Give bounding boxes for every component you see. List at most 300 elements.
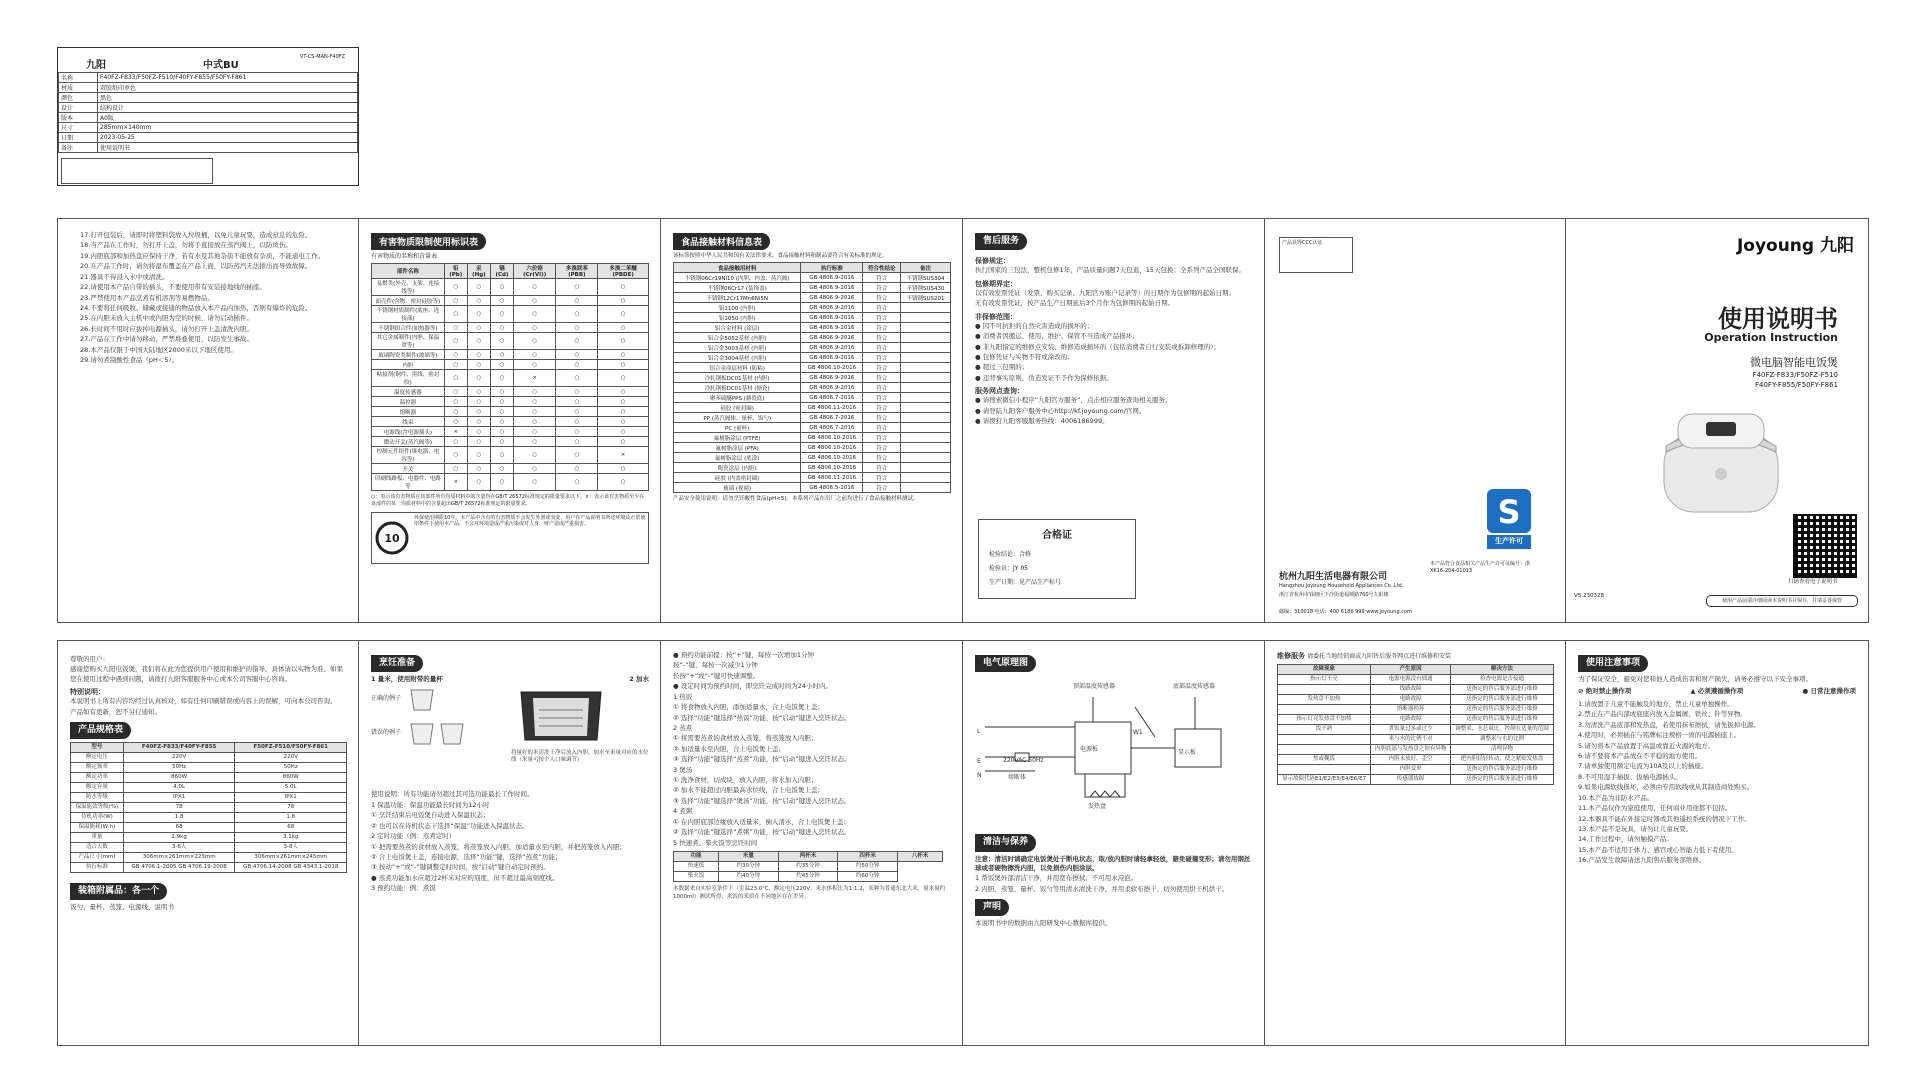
table-cell: ○ [467, 296, 490, 306]
safety-item: 22.请使用本产品自带的插头，不要使用带有安装接地线的插座。 [80, 283, 266, 292]
precautions-list [1578, 700, 1856, 866]
table-cell: 氟树脂涂层 (底涂) [674, 453, 801, 463]
table-cell [901, 353, 951, 363]
function-item: ③ 选择“功能”键选择“蒸煮”功能，按“启动”键进入烹饪状态。 [673, 755, 851, 764]
table-cell: ○ [491, 279, 514, 296]
table-row [372, 407, 649, 417]
service-point-title: 服务网点查询： [975, 387, 1024, 396]
table-cell: GB 4806.10-2016 [801, 363, 863, 373]
service-point-list [975, 396, 1253, 426]
table-cell: GB 4706.14-2008 GB 4343.1-2018 [235, 863, 347, 873]
pack-list: 饭勺、量杯、蒸笼、电源线、说明书 [70, 903, 174, 912]
table-header-cell: F40FZ-F833/F40FY-F855 [123, 743, 235, 753]
table-cell: 印刷线路板、电器件、电路等 [372, 474, 445, 491]
label-lower-sensor: 底部温度传感器 [1173, 683, 1216, 690]
table-cell: GB 4806.9-2016 [801, 373, 863, 383]
table-cell: 符合 [863, 473, 901, 483]
certificate-row: 生产日期：见产品生产标号 [989, 579, 1062, 587]
function-item: ① 将需要蒸煮的食材放入蒸笼，将蒸笼放入内胆； [673, 734, 818, 743]
table-cell [901, 323, 951, 333]
table-cell: ○ [598, 296, 649, 306]
table-cell: GB 4806.9-2016 [801, 293, 863, 303]
non-warranty-item: ● 非九阳指定的维修点安装、维修造成损坏的（包括消费者自行安装或拆卸修理的）； [975, 342, 1220, 351]
table-cell: 3.1kg [235, 833, 347, 843]
title-block-row [59, 123, 358, 133]
step-measure-rice: 1 量米，使用附带的量杯 [371, 675, 443, 684]
table-cell: ○ [513, 333, 556, 350]
table-row [372, 437, 649, 447]
table-cell: ○ [513, 427, 556, 437]
table-cell [901, 463, 951, 473]
table-cell: GB 4806.9-2016 [801, 283, 863, 293]
certificate-title: 合格证 [1042, 530, 1072, 541]
table-cell: 开关 [372, 464, 445, 474]
table-cell: 约50分钟 [838, 862, 898, 872]
table-cell: 78 [235, 803, 347, 813]
table-cell: GB 4806.9-2016 [801, 323, 863, 333]
table-cell: GB 4806.7-2016 [801, 423, 863, 433]
table-cell: ○ [556, 427, 598, 437]
table-cell: 2.9kg [123, 833, 235, 843]
svg-text:10: 10 [384, 531, 400, 545]
table-row [372, 397, 649, 407]
table-cell: ○ [513, 474, 556, 491]
table-cell: 约60分钟 [838, 872, 898, 882]
table-header-cell: 食品接触用材料 [674, 263, 801, 273]
table-cell: ○ [556, 387, 598, 397]
table-row [372, 323, 649, 333]
label-heater: 发热盘 [1088, 803, 1107, 810]
table-cell: 冷轧钢板DC01基材 (内胆) [674, 373, 801, 383]
table-cell: 调整米、水总量比，控制在适量的范围 [1451, 725, 1554, 735]
function-item: ● 设定时间为预约时间，即烹饪完成时间为24小时内。 [673, 682, 833, 691]
panel-company-back [1264, 218, 1567, 623]
non-warranty-item: ● 包修凭证与实物不符或涂改的； [975, 353, 1074, 361]
table-row [1278, 745, 1554, 755]
precaution-item: 3.勿清洗产品底部和发热盘，若使用抹布擦拭，请先拔掉电源。 [1578, 720, 1760, 729]
table-row [71, 823, 347, 833]
safety-item: 25.在内胆未放入主机中或内胆为空的时候，请勿启动插件。 [80, 314, 253, 323]
table-cell: IPX1 [123, 793, 235, 803]
spec-title: 产品规格表 [70, 722, 131, 739]
table-row [372, 279, 649, 296]
table-cell [901, 313, 951, 323]
table-cell: 送指定的售后服务部进行维修 [1451, 705, 1554, 715]
table-row [674, 283, 951, 293]
clean-list [975, 874, 1253, 894]
table-cell: ○ [598, 279, 649, 296]
usage-item: 2 定时功能（例：蒸煮定时） [371, 832, 456, 841]
legend-must: 必须遵循操作项 [1697, 687, 1744, 696]
qr-code[interactable] [1793, 514, 1857, 578]
usage-item: ③ 按动“+”或“-”键调整定时时间，按“启动”键自动定时预约。 [371, 863, 550, 872]
table-cell: ○ [598, 360, 649, 370]
table-cell: GB 4806.11-2016 [801, 473, 863, 483]
table-row [674, 862, 943, 872]
table-cell: 指示灯亮发热盘不加热 [1278, 715, 1371, 725]
table-cell: PC (量杯) [674, 423, 801, 433]
table-cell: 产品尺寸(mm) [71, 853, 124, 863]
table-row [674, 303, 951, 313]
table-cell: 执行标准 [71, 863, 124, 873]
usage-item: 使用说明：所有功能请勿超过其可选功能最长工作时间。 [371, 790, 534, 799]
table-cell: ○ [556, 296, 598, 306]
service-point-item: ● 请登陆九阳客户服务中心http://kf.joyoung.com/官网。 [975, 406, 1146, 415]
table-cell: 适合人数 [71, 843, 124, 853]
title-block-key: 尺寸 [59, 123, 98, 133]
table-row [1278, 725, 1554, 735]
table-cell: ○ [556, 323, 598, 333]
table-header-cell: 八杯米 [897, 852, 942, 862]
precaution-item: 9.如果电源软线损坏，必须由专用软线或从其制造商处购买。 [1578, 783, 1754, 792]
table-cell: GB 4806.10-2016 [801, 453, 863, 463]
table-cell: 面壳件(含物、密封硅胶等) [372, 296, 445, 306]
table-row [71, 753, 347, 763]
table-cell [901, 393, 951, 403]
table-cell: × [444, 427, 467, 437]
title-block-key: 设计 [59, 103, 98, 113]
table-cell: 220V [235, 753, 347, 763]
title-block-row [59, 143, 358, 153]
table-cell: 铝合金涂层材料 (防粘) [674, 363, 801, 373]
title-block [57, 47, 359, 186]
table-cell: 860W [123, 773, 235, 783]
non-warranty-list [975, 322, 1253, 384]
table-row [71, 803, 347, 813]
product-name: 微电脑智能电饭煲 [1750, 356, 1838, 369]
table-row [674, 323, 951, 333]
panel-troubleshooting [1264, 640, 1567, 1046]
table-cell: ○ [556, 407, 598, 417]
warning-icon: ▲ [1690, 687, 1696, 696]
table-row [674, 313, 951, 323]
usage-item: ② 合上电饭煲上盖，连接电源，选择“功能”键，选择“蒸煮”功能； [371, 853, 562, 861]
table-cell: 不锈钢组合件(加热器等) [372, 323, 445, 333]
panel-circuit [962, 640, 1266, 1046]
table-row [372, 387, 649, 397]
table-cell: ○ [467, 447, 490, 464]
usage-item: ① 把需要蒸煮的食材放入蒸笼，将蒸笼放入内胆，加适量水至内胆，并把蒸笼放入内胆； [371, 842, 626, 851]
table-cell: ○ [444, 350, 467, 360]
table-row [71, 833, 347, 843]
table-cell: GB 4806.9-2016 [801, 353, 863, 363]
precaution-item: 8.不可用湿手插拔、拔插电源插头。 [1578, 772, 1682, 781]
function-item: 5 快速煮、柴火饭等烹饪时间 [673, 838, 758, 847]
table-cell: ○ [556, 417, 598, 427]
safety-item: 19.内胆底部和加热盘应保持干净，若有水及其他杂质不能放有杂质，不能通电工作。 [80, 251, 325, 260]
table-cell: ○ [491, 437, 514, 447]
table-cell: ○ [444, 397, 467, 407]
table-cell: ○ [556, 333, 598, 350]
panel-hazardous-substances [358, 218, 662, 623]
table-cell: ○ [467, 279, 490, 296]
panel-functions [660, 640, 964, 1046]
label-w1: W1 [1133, 729, 1143, 736]
safety-item: 27.产品在工作中请勿移动，严禁堆叠使用，以防发生事故。 [80, 335, 253, 344]
table-cell: 符合 [863, 463, 901, 473]
title-block-key: 版本 [59, 113, 98, 123]
table-cell: ○ [513, 279, 556, 296]
table-cell: 待机功率(W) [71, 813, 124, 823]
table-row [1278, 765, 1554, 775]
table-cell: 清理异物 [1451, 745, 1554, 755]
table-row [1278, 675, 1554, 685]
table-cell: 符合 [863, 283, 901, 293]
table-cell: ○ [598, 474, 649, 491]
function-item: ② 选择“功能”键选择“热饭”功能，按“启动”键进入烹饪状态。 [673, 713, 851, 722]
table-row [372, 474, 649, 491]
statement-text: 本说明书中的数据由九阳研发中心数据库提供。 [975, 919, 1112, 928]
table-cell: 额定容量 [71, 783, 124, 793]
table-row [71, 843, 347, 853]
table-row [71, 863, 347, 873]
table-cell: 柴火饭 [674, 872, 719, 882]
table-cell: ○ [491, 333, 514, 350]
table-cell: 约30分钟 [719, 862, 779, 872]
table-cell: 米与水的比例不对 [1371, 735, 1451, 745]
table-row [372, 447, 649, 464]
table-cell: ○ [556, 360, 598, 370]
table-cell: 符合 [863, 313, 901, 323]
table-header-cell: F50FZ-F510/F50FY-F861 [235, 743, 347, 753]
table-cell: 铝1100 (内胆) [674, 303, 801, 313]
function-item: ① 将食物放入内胆，添加适量水，合上电饭煲上盖； [673, 703, 824, 712]
table-cell: 传感器故障 [1371, 775, 1451, 785]
table-cell: ○ [513, 464, 556, 474]
info-icon: ● [1802, 687, 1809, 696]
table-row [1278, 715, 1554, 725]
table-cell: 易燃类(外壳、支架、连接线等) [372, 279, 445, 296]
usage-item: 1 保温功能：保温功能最长时间为12小时 [371, 800, 490, 809]
table-cell: ○ [444, 464, 467, 474]
table-cell [1278, 765, 1371, 775]
table-cell: PP (蒸汽阀体、量杯、饭勺) [674, 413, 801, 423]
intro-text: 感谢您购买九阳电饭煲，我们将在此为您提供用户使用和维护的指导。具体请以实物为准。如果您在使用过程中遇到问题，请拨打九阳客服服务中心或本公司客服中心咨询。 [70, 665, 343, 683]
legend-prohibit: 绝对禁止操作项 [1585, 687, 1632, 696]
models-line-1: F40FZ-F833/F50FZ-F510 [1752, 371, 1838, 379]
greeting: 尊敬的用户： [70, 655, 109, 663]
table-cell: 68 [123, 823, 235, 833]
table-cell: 线束 [372, 417, 445, 427]
table-cell: ○ [467, 306, 490, 323]
step-add-water: 2 加水 [629, 675, 649, 684]
table-row [674, 353, 951, 363]
table-cell: ○ [491, 407, 514, 417]
title-block-row [59, 133, 358, 143]
company-address: 浙江省杭州市钱塘区下沙街道福城路760号九阳楼 [1279, 592, 1389, 598]
table-header-cell: 备注 [901, 263, 951, 273]
special-item: 产品如有更新，恕不另行通知。 [70, 707, 161, 716]
safety-item: 29.请勿煮制酸性食品（pH＜5）。 [80, 356, 179, 365]
title-block-sign-box [61, 158, 213, 184]
table-cell: 保温能效等级(%) [71, 803, 124, 813]
safety-item: 21.器具不得浸入水中或清洗。 [80, 272, 169, 281]
table-cell: 铝1050 (内胆) [674, 313, 801, 323]
precaution-item: 12.本器具不能在外接定时器或其他遥控系统的情况下工作。 [1578, 814, 1751, 823]
table-row [372, 370, 649, 387]
table-cell: IPX1 [235, 793, 347, 803]
title-block-value: 结构设计 [98, 103, 358, 113]
table-row [674, 393, 951, 403]
table-cell: 符合 [863, 293, 901, 303]
table-row [674, 373, 951, 383]
food-contact-intro: 该标签按照中华人民共和国有关法律要求，食品接触材料和制品要符合有关标准的规定。 [673, 253, 888, 259]
legend-daily: 日常注意操作项 [1810, 687, 1856, 696]
table-cell: 送指定的售后服务部进行维修 [1451, 685, 1554, 695]
table-cell: 不锈钢SUS201 [901, 293, 951, 303]
safety-item: 17.打开包装后，请即时将塑料袋放入垃圾桶，以免儿童玩耍，造成窒息的危险。 [80, 231, 312, 239]
table-cell: ○ [598, 464, 649, 474]
models-line-2: F40FY-F855/F50FY-F861 [1755, 381, 1838, 389]
table-cell: ○ [467, 387, 490, 397]
panel-after-sales [962, 218, 1266, 623]
table-cell: 不锈钢06Cr17 (装饰盖) [674, 283, 801, 293]
function-item: ① 在内胆底部边缘放入适量米，倒入清水，合上电饭煲上盖； [673, 817, 850, 826]
statement-title: 声明 [975, 899, 1009, 916]
table-cell: 重量 [71, 833, 124, 843]
company-tel: 邮编：310018 电话：400 6186 999 www.joyoung.com [1279, 609, 1412, 615]
table-row [1278, 705, 1554, 715]
table-cell: ○ [491, 387, 514, 397]
title-block-value: 285mm×140mm [98, 123, 358, 133]
table-cell: ○ [513, 323, 556, 333]
precaution-item: 2.禁止在产品内部或底座内放入金属屑、铁丝、针等异物。 [1578, 710, 1747, 719]
function-item: ● 预约功能前提：按“+”键，每按一次增加1分钟 [673, 651, 815, 659]
title-block-value: 黑色 [98, 93, 358, 103]
table-cell: 220V [123, 753, 235, 763]
table-cell: ○ [491, 447, 514, 464]
title-block-row [59, 93, 358, 103]
table-cell [901, 363, 951, 373]
table-cell: ○ [444, 417, 467, 427]
table-cell: ○ [491, 350, 514, 360]
spec-table [70, 742, 347, 873]
hazard-subtitle: 有害物质的名称和含量表 [371, 253, 438, 260]
table-cell: 送指定的售后服务部进行维修 [1451, 765, 1554, 775]
table-cell: 符合 [863, 363, 901, 373]
table-cell: GB 4806.5-2016 [801, 483, 863, 493]
table-header-cell: 镉(Cd) [491, 264, 514, 279]
table-row [674, 363, 951, 373]
table-cell: 电源线(含电源插头) [372, 427, 445, 437]
troubleshooting-table [1277, 664, 1554, 785]
table-cell: ○ [491, 417, 514, 427]
table-cell: GB 4806.10-2016 [801, 433, 863, 443]
table-row [71, 813, 347, 823]
table-cell: 符合 [863, 273, 901, 283]
table-cell: GB 4806.7-2016 [801, 413, 863, 423]
table-row [674, 443, 951, 453]
table-cell: 不锈钢SUS430 [901, 283, 951, 293]
warranty-period-b: 无有效发票凭证，按产品生产日期延后3个月作为包修期的起始日期。 [975, 299, 1175, 308]
table-row [71, 853, 347, 863]
label-l: L [977, 728, 981, 735]
table-cell [1278, 705, 1371, 715]
circuit-title: 电气原理图 [975, 655, 1036, 672]
table-cell [901, 473, 951, 483]
table-cell [901, 383, 951, 393]
panel-cover [1565, 218, 1869, 623]
table-header-cell: 四杯米 [838, 852, 898, 862]
precaution-item: 4.使用时，必须插在与铭牌标注规格一致的电源插座上。 [1578, 731, 1741, 740]
table-cell: 微动开关(蒸汽阀等) [372, 437, 445, 447]
food-contact-table [673, 262, 951, 493]
title-block-key: 材质 [59, 83, 98, 93]
table-cell: ○ [491, 370, 514, 387]
table-cell: ○ [491, 360, 514, 370]
safety-item: 28.本产品仅限于中国大陆地区2000米以下地区使用。 [80, 345, 237, 354]
prep-title: 烹饪准备 [371, 655, 423, 672]
table-cell: ○ [491, 397, 514, 407]
table-row [1278, 735, 1554, 745]
repair-subtitle: 请委托当地经销商或九阳售后服务网点进行维修和安装 [1307, 653, 1452, 660]
table-row [372, 350, 649, 360]
read-notice: 使用产品前请详细阅读本说明书并保存，并请妥善保管 [1706, 595, 1858, 607]
table-cell [901, 403, 951, 413]
table-header-cell: 多溴联苯(PBB) [556, 264, 598, 279]
usage-item: ② 也可以在待机状态下选择“保温”功能进入保温状态。 [371, 821, 529, 830]
panel-food-contact [660, 218, 964, 623]
table-cell: 3-8人 [235, 843, 347, 853]
table-cell: GB 4806.11-2016 [801, 403, 863, 413]
non-warranty-title: 非保修范围： [975, 312, 1017, 321]
table-cell: 不锈钢材质制件(底座、连接部) [372, 306, 445, 323]
table-cell: ○ [598, 333, 649, 350]
title-block-row [59, 83, 358, 93]
table-cell: ○ [556, 306, 598, 323]
food-contact-title: 食品接触材料信息表 [673, 233, 770, 250]
table-cell: 送指定的售后服务部进行维修 [1451, 695, 1554, 705]
table-cell: × [444, 474, 467, 491]
table-header-cell: 汞(Hg) [467, 264, 490, 279]
table-cell: GB 4806.7-2016 [801, 393, 863, 403]
table-cell: ○ [467, 333, 490, 350]
non-warranty-item: ● 消费者因搬运、使用、维护、保管不当造成产品损坏； [975, 332, 1139, 341]
table-header-cell: 米量 [719, 852, 779, 862]
precaution-item: 11.本产品仅作为家庭使用，任何商业用途都不包括。 [1578, 804, 1732, 813]
table-row [372, 464, 649, 474]
table-cell: 防水等级 [71, 793, 124, 803]
title-block-key: 备注 [59, 143, 98, 153]
table-header-cell: 符合性结论 [863, 263, 901, 273]
table-row [372, 417, 649, 427]
table-cell: 煮饭量过多或过少 [1371, 725, 1451, 735]
table-cell [901, 433, 951, 443]
usage-item: ① 烹饪结束后电饭煲自动进入保温状态； [371, 811, 490, 820]
table-cell: 线路故障 [1371, 685, 1451, 695]
table-row [1278, 685, 1554, 695]
table-cell: GB 4806.9-2016 [801, 273, 863, 283]
table-cell: ○ [556, 474, 598, 491]
table-cell: ○ [444, 437, 467, 447]
table-cell: 内胆未放好，歪空 [1371, 755, 1451, 765]
table-row [372, 360, 649, 370]
table-cell [901, 483, 951, 493]
table-row [372, 427, 649, 437]
table-cell: ○ [598, 387, 649, 397]
food-contact-footer: 产品安全使用说明：请勿烹饪酸性食品(pH<5)。本系列产品在出厂之前均进行了食品接触材料测试。 [673, 496, 919, 503]
table-cell [901, 413, 951, 423]
table-cell: 50Hz [235, 763, 347, 773]
svg-text:S: S [1497, 493, 1521, 531]
table-cell: 显示故障代码E1/E2/E3/E4/E6/E7 [1278, 775, 1371, 785]
table-cell: 电路故障 [1371, 695, 1451, 705]
table-cell [901, 443, 951, 453]
table-cell: ○ [491, 474, 514, 491]
table-cell: 符合 [863, 443, 901, 453]
table-cell: ○ [444, 296, 467, 306]
table-cell: 符合 [863, 393, 901, 403]
